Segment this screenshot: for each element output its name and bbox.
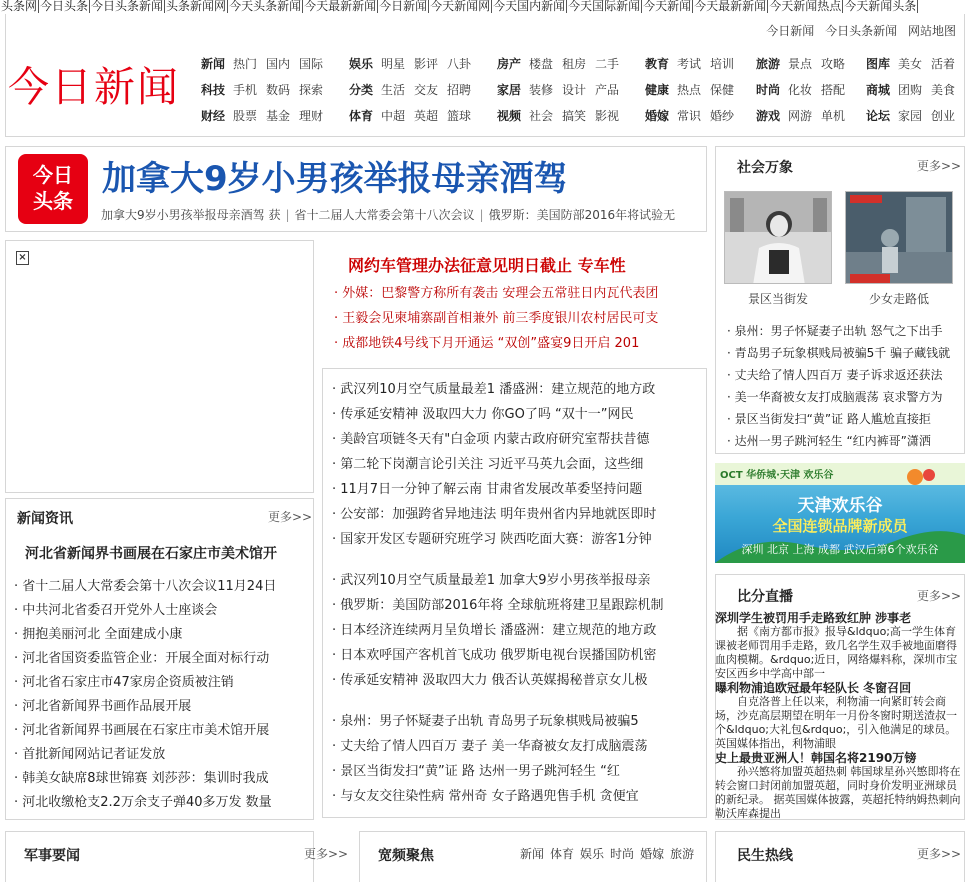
- nav-category[interactable]: 旅游: [756, 57, 781, 71]
- nav-category[interactable]: 娱乐: [349, 57, 374, 71]
- nav-subcategory[interactable]: 国际: [299, 57, 324, 71]
- top-strip-link[interactable]: 今天头条新闻: [229, 0, 302, 13]
- news-info-item[interactable]: · 省十二届人大常委会第十八次会议11月24日: [14, 579, 277, 594]
- nav-group: [201, 54, 332, 74]
- live-score-more-link[interactable]: 更多>>: [917, 589, 962, 603]
- video-tag[interactable]: 婚嫁: [640, 847, 665, 861]
- middle-list-item[interactable]: · 武汉列10月空气质量最差1 加拿大9岁小男孩举报母亲: [332, 573, 651, 588]
- nav-subcategory[interactable]: 保健: [710, 83, 735, 97]
- news-info-list: [14, 575, 310, 815]
- nav-subcategory[interactable]: 设计: [562, 83, 587, 97]
- news-info-item[interactable]: · 河北省石家庄市47家房企资质被注销: [14, 675, 234, 690]
- social-title: 社会万象: [737, 160, 793, 176]
- nav-category[interactable]: 科技: [201, 83, 226, 97]
- nav-subcategory[interactable]: 影视: [595, 109, 620, 123]
- nav-category[interactable]: 论坛: [866, 109, 891, 123]
- nav-subcategory[interactable]: 网游: [788, 109, 813, 123]
- nav-subcategory[interactable]: 培训: [710, 57, 735, 71]
- nav-subcategory[interactable]: 基金: [266, 109, 291, 123]
- nav-subcategory[interactable]: 八卦: [447, 57, 472, 71]
- nav-group: [756, 54, 854, 74]
- live-story-headline[interactable]: 史上最贵亚洲人！韩国名将2190万镑: [715, 751, 917, 765]
- nav-subcategory[interactable]: 股票: [233, 109, 258, 123]
- headline-sub-link[interactable]: 加拿大9岁小男孩举报母亲酒驾 获: [101, 208, 281, 222]
- news-info-item[interactable]: · 河北省国资委监管企业：开展全面对标行动: [14, 651, 270, 666]
- nav-category[interactable]: 视频: [497, 109, 522, 123]
- middle-list-item[interactable]: · 传承延安精神 汲取四大力 你GO了吗 “双十一”网民: [332, 407, 634, 422]
- news-info-title: 新闻资讯: [17, 511, 73, 527]
- live-score-stories: [715, 611, 965, 819]
- nav-subcategory[interactable]: 探索: [299, 83, 324, 97]
- nav-category[interactable]: 商城: [866, 83, 891, 97]
- middle-list-item[interactable]: · 第二轮下岗潮言论引关注 习近平马英九会面，这些细: [332, 457, 644, 472]
- nav-group: [645, 80, 743, 100]
- middle-list-item[interactable]: · 国家开发区专题研究班学习 陕西吃面大赛：游客1分钟: [332, 532, 652, 547]
- top-strip-link[interactable]: 头条网: [1, 0, 38, 13]
- news-info-item[interactable]: · 韩美女缺席8球世锦赛 刘莎莎：集训时我成: [14, 771, 269, 786]
- livelihood-more-link[interactable]: 更多>>: [917, 847, 962, 861]
- nav-category[interactable]: 家居: [497, 83, 522, 97]
- top-strip-link[interactable]: 今日头条: [40, 0, 89, 13]
- live-story-body: 孙兴慜将加盟英超热刺 韩国球星孙兴慜即将在转会窗口封闭前加盟英超，同时身价发明亚洲球员的新纪录。 据英国媒体披露，英超托特纳姆热刺向勒沃库森提出: [715, 765, 961, 819]
- top-strip-link[interactable]: 今日新闻: [379, 0, 428, 13]
- top-strip-link[interactable]: 今天新闻头条: [844, 0, 917, 13]
- nav-subcategory[interactable]: 装修: [529, 83, 554, 97]
- nav-subcategory[interactable]: 楼盘: [529, 57, 554, 71]
- ad-title: 天津欢乐谷: [797, 496, 883, 516]
- middle-list-item[interactable]: · 丈夫给了情人四百万 妻子 美一华裔被女友打成脑震荡: [332, 739, 648, 754]
- live-story-headline[interactable]: 深圳学生被罚用手走路致红肿 涉事老: [715, 611, 912, 625]
- top-strip-link[interactable]: 今天最新新闻: [694, 0, 767, 13]
- live-score-title: 比分直播: [737, 589, 793, 605]
- broken-image-icon: ×: [16, 251, 29, 265]
- middle-list-item[interactable]: · 泉州：男子怀疑妻子出轨 青岛男子玩象棋贱局被骗5: [332, 714, 639, 729]
- red-list-item[interactable]: · 王毅会见柬埔寨副首相兼外 前三季度银川农村居民可支: [334, 311, 659, 326]
- middle-list-item[interactable]: · 公安部：加强跨省异地违法 明年贵州省内异地就医即时: [332, 507, 657, 522]
- nav-category[interactable]: 新闻: [201, 57, 226, 71]
- nav-group: [756, 80, 854, 100]
- nav-subcategory[interactable]: 团购: [898, 83, 923, 97]
- red-list-item[interactable]: · 外媒：巴黎警方称所有袭击 安理会五常驻日内瓦代表团: [334, 286, 659, 301]
- headline-sub-links: 加拿大9岁小男孩举报母亲酒驾 获 | 省十二届人大常委会第十八次会议 | 俄罗斯：美国防部2016年将试验无: [101, 208, 676, 222]
- news-info-item[interactable]: · 首批新闻网站记者证发放: [14, 747, 166, 762]
- social-thumb-1[interactable]: [724, 191, 832, 284]
- nav-group: [866, 80, 964, 100]
- nav-subcategory[interactable]: 中超: [381, 109, 406, 123]
- military-title: 军事要闻: [24, 848, 80, 864]
- nav-subcategory[interactable]: 活着: [931, 57, 956, 71]
- top-strip-link[interactable]: 今天新闻热点: [769, 0, 842, 13]
- middle-list-item[interactable]: · 景区当街发扫“黄”证 路 达州一男子跳河轻生 “红: [332, 764, 620, 779]
- focus-image-slot[interactable]: [5, 240, 314, 493]
- nav-category[interactable]: 财经: [201, 109, 226, 123]
- video-tag[interactable]: 体育: [550, 847, 575, 861]
- nav-subcategory[interactable]: 租房: [562, 57, 587, 71]
- nav-subcategory[interactable]: 国内: [266, 57, 291, 71]
- nav-group: [645, 54, 743, 74]
- nav-category[interactable]: 游戏: [756, 109, 781, 123]
- nav-subcategory[interactable]: 搞笑: [562, 109, 587, 123]
- nav-group: [201, 106, 332, 126]
- nav-subcategory[interactable]: 产品: [595, 83, 620, 97]
- social-more-link[interactable]: 更多>>: [917, 159, 962, 173]
- middle-list-item[interactable]: · 日本欢呼国产客机首飞成功 俄罗斯电视台误播国防机密: [332, 648, 657, 663]
- nav-subcategory[interactable]: 热点: [677, 83, 702, 97]
- ad-brand: OCT 华侨城·天津 欢乐谷: [720, 470, 834, 481]
- ad-cities: 深圳 北京 上海 成都 武汉后第6个欢乐谷: [741, 543, 939, 556]
- headline-logo: [18, 154, 88, 224]
- top-strip-link[interactable]: 今日头条新闻: [91, 0, 164, 13]
- nav-subcategory[interactable]: 明星: [381, 57, 406, 71]
- live-story-headline[interactable]: 曝利物浦追欧冠最年轻队长 冬窗召回: [715, 681, 912, 695]
- nav-subcategory[interactable]: 社会: [529, 109, 554, 123]
- nav-subcategory[interactable]: 生活: [381, 83, 406, 97]
- video-tag[interactable]: 旅游: [670, 847, 695, 861]
- nav-category[interactable]: 婚嫁: [645, 109, 670, 123]
- headline-sub-link[interactable]: 俄罗斯：美国防部2016年将试验无: [488, 208, 676, 222]
- nav-subcategory[interactable]: 手机: [233, 83, 258, 97]
- social-list-item[interactable]: · 景区当街发扫“黄”证 路人尴尬直接拒: [727, 412, 931, 426]
- social-thumb-2-caption[interactable]: 少女走路低: [868, 292, 929, 306]
- military-more-link[interactable]: 更多>>: [304, 847, 349, 861]
- nav-category[interactable]: 教育: [645, 57, 670, 71]
- news-info-item[interactable]: · 中共河北省委召开党外人士座谈会: [14, 603, 218, 618]
- social-list-item[interactable]: · 美一华裔被女友打成脑震荡 哀求警方为: [727, 390, 943, 404]
- ad-subtitle: 全国连锁品牌新成员: [772, 517, 908, 535]
- middle-list-item[interactable]: · 传承延安精神 汲取四大力 俄否认英媒揭秘普京女儿极: [332, 673, 648, 688]
- top-link-strip: [0, 0, 970, 14]
- news-info-item[interactable]: · 河北省新闻界书画作品展开展: [14, 699, 192, 714]
- nav-subcategory[interactable]: 理财: [299, 109, 324, 123]
- top-strip-link[interactable]: 今天最新新闻: [304, 0, 377, 13]
- nav-group: [201, 80, 332, 100]
- nav-subcategory[interactable]: 创业: [931, 109, 956, 123]
- nav-group: [866, 54, 964, 74]
- social-list: [727, 320, 959, 452]
- nav-category[interactable]: 时尚: [756, 83, 781, 97]
- headline-logo-line1: 今日: [33, 163, 73, 187]
- nav-subcategory[interactable]: 考试: [677, 57, 702, 71]
- nav-subcategory[interactable]: 数码: [266, 83, 291, 97]
- nav-group: [349, 54, 480, 74]
- nav-group: [497, 80, 628, 100]
- nav-subcategory[interactable]: 美女: [898, 57, 923, 71]
- main-headline[interactable]: 加拿大9岁小男孩举报母亲酒驾: [102, 159, 568, 199]
- video-tags: [520, 845, 700, 862]
- social-list-item[interactable]: · 达州一男子跳河轻生 “红内裤哥”潇洒: [727, 434, 931, 448]
- featured-red-headline[interactable]: 网约车管理办法征意见明日截止 专车性: [348, 256, 626, 275]
- nav-group: [497, 54, 628, 74]
- news-info-more-link[interactable]: 更多>>: [268, 510, 313, 524]
- news-info-feature[interactable]: 河北省新闻界书画展在石家庄市美术馆开: [25, 546, 277, 562]
- news-info-item[interactable]: · 河北省新闻界书画展在石家庄市美术馆开展: [14, 723, 270, 738]
- nav-group: [756, 106, 854, 126]
- video-tag[interactable]: 新闻: [520, 847, 545, 861]
- nav-category[interactable]: 房产: [497, 57, 522, 71]
- social-list-item[interactable]: · 丈夫给了情人四百万 妻子诉求返还获法: [727, 368, 943, 382]
- top-strip-link[interactable]: 今天国际新闻: [568, 0, 641, 13]
- nav-subcategory[interactable]: 影评: [414, 57, 439, 71]
- nav-subcategory[interactable]: 景点: [788, 57, 813, 71]
- nav-group: [866, 106, 964, 126]
- nav-subcategory[interactable]: 化妆: [788, 83, 813, 97]
- nav-group: [645, 106, 743, 126]
- nav-subcategory[interactable]: 家园: [898, 109, 923, 123]
- headline-sub-link[interactable]: 省十二届人大常委会第十八次会议: [294, 208, 475, 222]
- top-link-today-headline-news[interactable]: 今日头条新闻: [825, 24, 898, 38]
- nav-subcategory[interactable]: 交友: [414, 83, 439, 97]
- livelihood-title: 民生热线: [737, 848, 793, 864]
- news-info-item[interactable]: · 拥抱美丽河北 全面建成小康: [14, 627, 183, 642]
- nav-group: [497, 106, 628, 126]
- nav-category[interactable]: 体育: [349, 109, 374, 123]
- nav-subcategory[interactable]: 二手: [595, 57, 620, 71]
- live-story-body: 自克洛普上任以来，利物浦一向紧盯转会商场，沙克高层期望在明年一月份冬窗时期送渣叔一个&ldquo;大礼包&rdquo;，引入他满足的球员。英国媒体指出，利物浦眼: [715, 695, 957, 750]
- nav-group: [349, 80, 480, 100]
- top-strip-link[interactable]: 今天新闻网: [430, 0, 491, 13]
- video-title: 宽频聚焦: [378, 848, 434, 864]
- top-link-sitemap[interactable]: 网站地图: [907, 24, 956, 38]
- headline-box: [5, 146, 707, 232]
- live-story-body: 据《南方都市报》报导&ldquo;高一学生体育课被老师罚用手走路，致几名学生双手被地面磨得血肉模糊。&rdquo;近日，网络爆料称，深圳市宝安区西乡中学高中部一: [715, 625, 958, 680]
- social-list-item[interactable]: · 泉州：男子怀疑妻子出轨 怒气之下出手: [727, 324, 943, 338]
- social-thumb-2-image: [846, 192, 953, 284]
- video-tag[interactable]: 娱乐: [580, 847, 605, 861]
- top-strip-link[interactable]: 今天新闻: [643, 0, 692, 13]
- red-list-item[interactable]: · 成都地铁4号线下月开通运 “双创”盛宴9日开启 201: [334, 336, 640, 351]
- nav-subcategory[interactable]: 单机: [821, 109, 846, 123]
- nav-subcategory[interactable]: 美食: [931, 83, 956, 97]
- social-list-item[interactable]: · 青岛男子玩象棋贱局被骗5千 骗子藏钱就: [727, 346, 951, 360]
- nav-subcategory[interactable]: 婚纱: [710, 109, 735, 123]
- nav-subcategory[interactable]: 热门: [233, 57, 258, 71]
- nav-category[interactable]: 分类: [349, 83, 374, 97]
- middle-list-item[interactable]: · 俄罗斯：美国防部2016年将 全球航班将建卫星跟踪机制: [332, 598, 664, 613]
- nav-subcategory[interactable]: 常识: [677, 109, 702, 123]
- nav-subcategory[interactable]: 篮球: [447, 109, 472, 123]
- nav-subcategory[interactable]: 攻略: [821, 57, 846, 71]
- nav-subcategory[interactable]: 英超: [414, 109, 439, 123]
- top-link-today-news[interactable]: 今日新闻: [766, 24, 815, 38]
- site-logo[interactable]: 今日新闻: [8, 63, 180, 111]
- header-top-links: [759, 22, 956, 39]
- nav-category[interactable]: 健康: [645, 83, 670, 97]
- ad-banner[interactable]: [715, 463, 965, 563]
- middle-news-list-2: [332, 568, 692, 693]
- middle-list-item[interactable]: · 与女友交往染性病 常州奇 女子路遇兜售手机 贪便宜: [332, 789, 639, 804]
- middle-list-item[interactable]: · 美龄宫项链冬天有"白金项 内蒙古政府研究室帮扶昔德: [332, 432, 650, 447]
- top-strip-link[interactable]: 今天国内新闻: [493, 0, 566, 13]
- middle-list-item[interactable]: · 11月7日一分钟了解云南 甘肃省发展改革委坚持问题: [332, 482, 643, 497]
- middle-news-list-3: [332, 709, 692, 809]
- featured-red-list: [334, 281, 706, 356]
- nav-category[interactable]: 图库: [866, 57, 891, 71]
- headline-logo-line2: 头条: [33, 189, 73, 213]
- top-strip-link[interactable]: 头条新闻网: [166, 0, 227, 13]
- social-thumb-1-caption[interactable]: 景区当街发: [747, 292, 808, 306]
- nav-subcategory[interactable]: 招聘: [447, 83, 472, 97]
- nav-subcategory[interactable]: 搭配: [821, 83, 846, 97]
- news-info-item[interactable]: · 河北收缴枪支2.2万余支子弹40多万发 数量: [14, 795, 272, 810]
- middle-list-item[interactable]: · 日本经济连续两月呈负增长 潘盛洲：建立规范的地方政: [332, 623, 657, 638]
- middle-list-item[interactable]: · 武汉列10月空气质量最差1 潘盛洲：建立规范的地方政: [332, 382, 656, 397]
- middle-news-list-1: [332, 377, 692, 552]
- social-thumb-2[interactable]: [845, 191, 953, 284]
- social-thumb-1-image: [725, 192, 832, 284]
- nav-group: [349, 106, 480, 126]
- video-tag[interactable]: 时尚: [610, 847, 635, 861]
